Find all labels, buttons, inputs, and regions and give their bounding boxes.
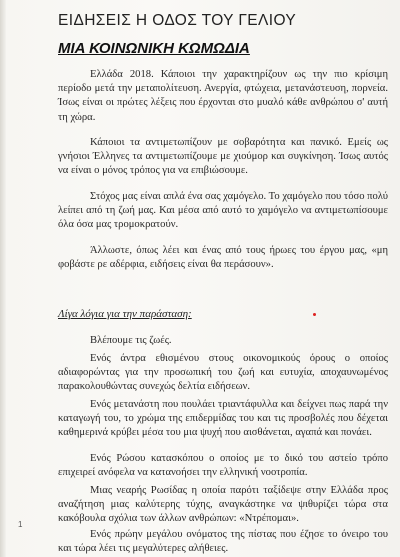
intro-paragraph-2: Κάποιοι τα αντιμετωπίζουν με σοβαρότητα και πανικό. Εμείς ως γνήσιοι Έλληνες τα αντιμετωπίζουμε με χιούμορ και συγκίνηση. Ίσως αυτός να είναι ο μόνος τρόπος για να επιβιώσουμε. <box>58 137 388 177</box>
red-ink-dot <box>313 313 316 316</box>
document-subtitle: ΜΙΑ ΚΟΙΝΩΝΙΚΗ ΚΩΜΩΔΙΑ <box>58 40 250 57</box>
intro-paragraph-4: Άλλωστε, όπως λέει και ένας από τους ήρωες του έργου μας, «μη φοβάστε ρε αδέρφια, ειδήσεις είναι θα περάσουν». <box>58 245 388 271</box>
scan-edge-shadow <box>0 0 6 557</box>
intro-paragraph-1: Ελλάδα 2018. Κάποιοι την χαρακτηρίζουν ως την πιο κρίσιμη περίοδο μετά την μεταπολίτευση. Ανεργία, φτώχεια, μετανάστευση, πορνεία. Ίσως είναι οι πρώτες λέξεις που έρχονται στο μυαλό κάθε ανθρώπου σ' αυτή τη χώρα. <box>58 69 388 123</box>
intro-paragraph-3: Στόχος μας είναι απλά ένα σας χαμόγελο. Το χαμόγελο που τόσο πολύ λείπει από τη ζωή μας. Και μέσα από αυτό το χαμόγελο να αντιμετωπίσουμε όλα όσα μας τρομοκρατούν. <box>58 191 388 231</box>
section-heading: Λίγα λόγια για την παράσταση: <box>58 308 192 320</box>
section-paragraph-5: Μιας νεαρής Ρωσίδας η οποία παρότι ταξίδεψε στην Ελλάδα προς αναζήτηση μιας καλύτερης τύχης, αναγκάστηκε να ψιθυρίζει τώρα στα κακόβουλα σχόλια των άλλων ανθρώπων: «Ντρέπομαι». <box>58 485 388 525</box>
section-paragraph-6: Ενός πρώην μεγάλου ονόματος της πίστας που έζησε το όνειρο του και τώρα λέει τις μεγαλύτερες αλήθειες. <box>58 529 388 555</box>
section-paragraph-3: Ενός μετανάστη που πουλάει τριαντάφυλλα και δείχνει πως παρά την καταγωγή του, το χρώμα της επιδερμίδας του και τις προσβολές που δέχεται καθημερινά κρύβει μέσα του μια ψυχή που αισθάνεται, αγαπά και πονάει. <box>58 399 388 439</box>
section-paragraph-1: Βλέπουμε τις ζωές. <box>90 335 172 346</box>
document-title: ΕΙΔΗΣΕΙΣ Η ΟΔΟΣ ΤΟΥ ΓΕΛΙΟΥ <box>58 12 297 29</box>
section-paragraph-4: Ενός Ρώσου κατασκόπου ο οποίος με το δικό του αστείο τρόπο επιχειρεί ανόφελα να κατανοήσει την ελληνική νοοτροπία. <box>58 453 388 479</box>
section-paragraph-2: Ενός άντρα εθισμένου στους οικονομικούς όρους ο οποίος αδιαφορώντας για την προσωπική του ζωή και ευτυχία, αποχαυνωμένος παρακολουθώντας συνεχώς δελτία ειδήσεων. <box>58 353 388 393</box>
margin-mark: 1 <box>18 520 23 529</box>
